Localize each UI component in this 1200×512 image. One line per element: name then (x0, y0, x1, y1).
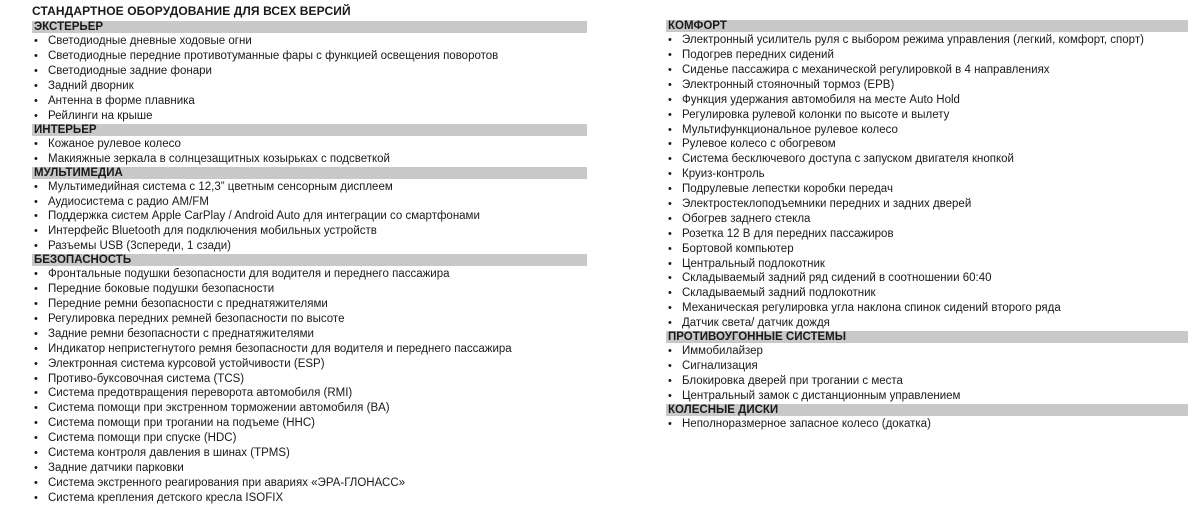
list-item: • Индикатор непристегнутого ремня безопасности для водителя и переднего пассажира (32, 342, 587, 357)
section-item-list (666, 417, 1188, 432)
list-item: • Макияжные зеркала в солнцезащитных козырьках с подсветкой (32, 152, 587, 167)
section-header: МУЛЬТИМЕДИА (32, 167, 587, 179)
list-item: • Электростеклоподъемники передних и задних дверей (666, 197, 1188, 212)
list-item: • Центральный подлокотник (666, 257, 1188, 272)
list-item: • Задние ремни безопасности с преднатяжителями (32, 327, 587, 342)
right-column (666, 20, 1188, 432)
list-item: • Светодиодные задние фонари (32, 64, 587, 79)
document-title: СТАНДАРТНОЕ ОБОРУДОВАНИЕ ДЛЯ ВСЕХ ВЕРСИЙ (32, 4, 351, 18)
list-item: • Подрулевые лепестки коробки передач (666, 182, 1188, 197)
section-header: ИНТЕРЬЕР (32, 124, 587, 136)
list-item: • Регулировка передних ремней безопасности по высоте (32, 312, 587, 327)
list-item: • Система контроля давления в шинах (TPMS) (32, 446, 587, 461)
list-item: • Передние боковые подушки безопасности (32, 282, 587, 297)
list-item: • Электронный усилитель руля с выбором режима управления (легкий, комфорт, спорт) (666, 33, 1188, 48)
list-item: • Бортовой компьютер (666, 242, 1188, 257)
list-item: • Мультифункциональное рулевое колесо (666, 123, 1188, 138)
section-header: ПРОТИВОУГОННЫЕ СИСТЕМЫ (666, 331, 1188, 343)
list-item: • Поддержка систем Apple CarPlay / Android Auto для интеграции со смартфонами (32, 209, 587, 224)
left-sections (32, 21, 587, 506)
list-item: • Фронтальные подушки безопасности для водителя и переднего пассажира (32, 267, 587, 282)
list-item: • Система помощи при трогании на подъеме (HHC) (32, 416, 587, 431)
list-item: • Интерфейс Bluetooth для подключения мобильных устройств (32, 224, 587, 239)
list-item: • Датчик света/ датчик дождя (666, 316, 1188, 331)
list-item: • Электронный стояночный тормоз (EPB) (666, 78, 1188, 93)
list-item: • Розетка 12 В для передних пассажиров (666, 227, 1188, 242)
list-item: • Система экстренного реагирования при авариях «ЭРА-ГЛОНАСС» (32, 476, 587, 491)
section-header: КОЛЕСНЫЕ ДИСКИ (666, 404, 1188, 416)
list-item: • Передние ремни безопасности с преднатяжителями (32, 297, 587, 312)
left-column (32, 0, 587, 506)
section-item-list (32, 34, 587, 123)
list-item: • Механическая регулировка угла наклона спинок сидений второго ряда (666, 301, 1188, 316)
list-item: • Система предотвращения переворота автомобиля (RMI) (32, 386, 587, 401)
list-item: • Иммобилайзер (666, 344, 1188, 359)
list-item: • Сиденье пассажира с механической регулировкой в 4 направлениях (666, 63, 1188, 78)
list-item: • Задний дворник (32, 79, 587, 94)
list-item: • Светодиодные дневные ходовые огни (32, 34, 587, 49)
list-item: • Задние датчики парковки (32, 461, 587, 476)
list-item: • Кожаное рулевое колесо (32, 137, 587, 152)
list-item: • Разъемы USB (3спереди, 1 сзади) (32, 239, 587, 254)
list-item: • Система крепления детского кресла ISOFIX (32, 491, 587, 506)
right-sections (666, 20, 1188, 432)
list-item: • Мультимедийная система с 12,3” цветным сенсорным дисплеем (32, 180, 587, 195)
list-item: • Рулевое колесо с обогревом (666, 137, 1188, 152)
section-header: КОМФОРТ (666, 20, 1188, 32)
section-header: БЕЗОПАСНОСТЬ (32, 254, 587, 266)
list-item: • Подогрев передних сидений (666, 48, 1188, 63)
list-item: • Складываемый задний подлокотник (666, 286, 1188, 301)
list-item: • Неполноразмерное запасное колесо (докатка) (666, 417, 1188, 432)
list-item: • Аудиосистема с радио AM/FM (32, 195, 587, 210)
list-item: • Регулировка рулевой колонки по высоте и вылету (666, 108, 1188, 123)
section-item-list (32, 137, 587, 167)
section-item-list (32, 180, 587, 254)
section-item-list (32, 267, 587, 505)
list-item: • Круиз-контроль (666, 167, 1188, 182)
list-item: • Сигнализация (666, 359, 1188, 374)
list-item: • Рейлинги на крыше (32, 109, 587, 124)
list-item: • Складываемый задний ряд сидений в соотношении 60:40 (666, 271, 1188, 286)
section-header: ЭКСТЕРЬЕР (32, 21, 587, 33)
list-item: • Система помощи при спуске (HDC) (32, 431, 587, 446)
list-item: • Центральный замок с дистанционным управлением (666, 389, 1188, 404)
list-item: • Система бесключевого доступа с запуском двигателя кнопкой (666, 152, 1188, 167)
list-item: • Электронная система курсовой устойчивости (ESP) (32, 357, 587, 372)
section-item-list (666, 33, 1188, 331)
list-item: • Блокировка дверей при трогании с места (666, 374, 1188, 389)
section-item-list (666, 344, 1188, 404)
list-item: • Светодиодные передние противотуманные фары с функцией освещения поворотов (32, 49, 587, 64)
list-item: • Антенна в форме плавника (32, 94, 587, 109)
list-item: • Система помощи при экстренном торможении автомобиля (BA) (32, 401, 587, 416)
list-item: • Противо-буксовочная система (TCS) (32, 372, 587, 387)
list-item: • Функция удержания автомобиля на месте Auto Hold (666, 93, 1188, 108)
list-item: • Обогрев заднего стекла (666, 212, 1188, 227)
